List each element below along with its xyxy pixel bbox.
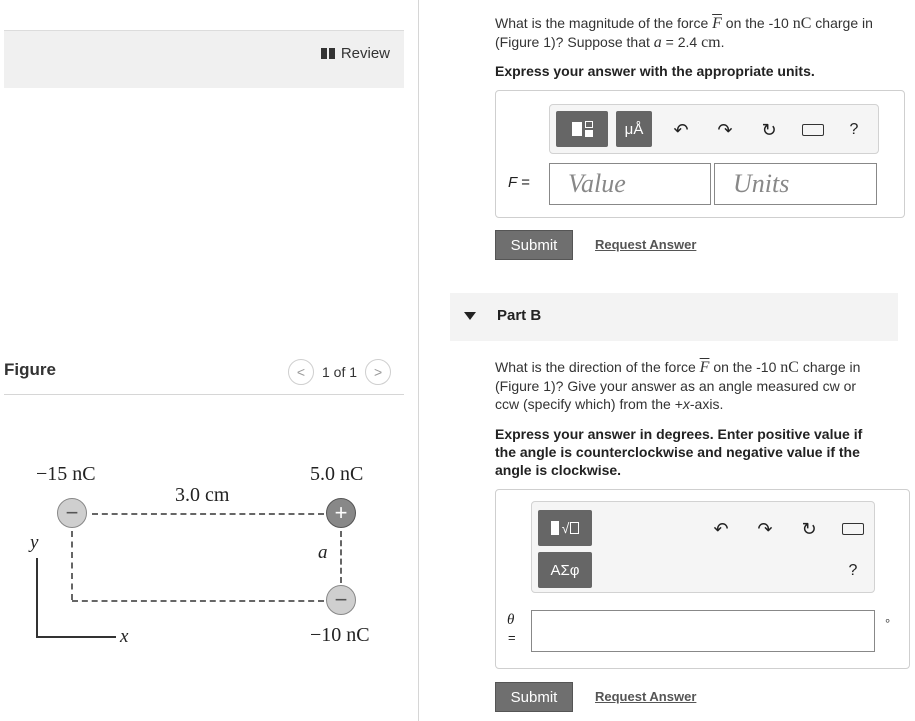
help-icon[interactable]: ? bbox=[848, 562, 858, 579]
pager-count: 1 of 1 bbox=[322, 364, 358, 380]
figure-rule bbox=[4, 394, 404, 395]
force-input-label: F = bbox=[508, 174, 530, 191]
x-axis-label: x bbox=[120, 626, 129, 647]
charge-label-top-right: 5.0 nC bbox=[310, 463, 364, 485]
force-vector-symbol: $\overline{F}$ bbox=[699, 359, 710, 376]
part-b-title: Part B bbox=[497, 307, 542, 324]
part-b-toolbar bbox=[531, 501, 875, 593]
negative-charge-top-left bbox=[57, 498, 87, 528]
minus-sign: − bbox=[65, 500, 79, 525]
undo-icon[interactable]: ↶ bbox=[673, 119, 689, 140]
reset-icon[interactable]: ↻ bbox=[801, 518, 817, 539]
book-icon bbox=[321, 48, 335, 59]
redo-icon[interactable]: ↷ bbox=[717, 119, 733, 140]
figure-heading: Figure bbox=[4, 360, 56, 379]
keyboard-icon[interactable] bbox=[798, 117, 828, 143]
charge-label-top-left: −15 nC bbox=[36, 463, 96, 485]
reset-icon[interactable]: ↻ bbox=[761, 119, 777, 140]
units-input[interactable]: Units bbox=[714, 163, 877, 205]
dashed-line-bottom bbox=[72, 600, 324, 602]
next-figure-button[interactable]: > bbox=[365, 359, 391, 385]
prev-figure-button[interactable]: < bbox=[288, 359, 314, 385]
part-a-question: What is the magnitude of the force $\overline{F}$ on the -10 nC charge in (Figure 1)? Suppose that a = 2.4 cm. bbox=[495, 15, 873, 51]
theta-equals: = bbox=[508, 630, 516, 645]
positive-charge-top-right bbox=[326, 498, 356, 528]
part-b-question: What is the direction of the force $\overline{F}$ on the -10 nC charge in (Figure 1)? Give your answer as an angle measured cw or ccw (specify which) from the +x-axis. bbox=[495, 359, 861, 412]
minus-sign: − bbox=[334, 587, 348, 612]
dashed-line-left bbox=[71, 531, 73, 600]
distance-label: 3.0 cm bbox=[175, 484, 230, 506]
part-a-request-answer-link[interactable]: Request Answer bbox=[595, 237, 697, 252]
degree-unit: ° bbox=[885, 616, 891, 631]
template-button[interactable] bbox=[556, 111, 608, 147]
figure-pager bbox=[288, 359, 391, 385]
part-b-submit-button[interactable]: Submit bbox=[495, 682, 573, 712]
keyboard-icon[interactable] bbox=[838, 516, 868, 542]
collapse-triangle-icon[interactable] bbox=[464, 312, 476, 320]
help-icon[interactable]: ? bbox=[849, 121, 859, 138]
side-a-label: a bbox=[318, 542, 328, 563]
part-b-header[interactable] bbox=[450, 293, 898, 341]
panel-divider bbox=[418, 0, 419, 721]
theta-label: θ bbox=[507, 612, 515, 628]
part-b-request-answer-link[interactable]: Request Answer bbox=[595, 689, 697, 704]
part-a-instruction: Express your answer with the appropriate units. bbox=[495, 63, 815, 79]
part-a-toolbar bbox=[549, 104, 879, 154]
redo-icon[interactable]: ↷ bbox=[757, 518, 773, 539]
value-input[interactable]: Value bbox=[549, 163, 711, 205]
templates-button[interactable]: √ bbox=[538, 510, 592, 546]
charge-label-bottom-right: −10 nC bbox=[310, 624, 370, 646]
dashed-line-top bbox=[92, 513, 324, 515]
angle-input[interactable] bbox=[531, 610, 875, 652]
part-a-submit-button[interactable]: Submit bbox=[495, 230, 573, 260]
units-button[interactable]: μÅ bbox=[616, 111, 652, 147]
part-b-instruction: Express your answer in degrees. Enter positive value if the angle is counterclockwise and negative value if the angle is clockwise. bbox=[495, 426, 863, 478]
dashed-line-right bbox=[340, 531, 342, 583]
negative-charge-bottom-right bbox=[326, 585, 356, 615]
x-axis-line bbox=[36, 636, 116, 638]
undo-icon[interactable]: ↶ bbox=[713, 518, 729, 539]
review-label: Review bbox=[340, 45, 390, 62]
review-bar bbox=[4, 30, 404, 88]
plus-sign: + bbox=[334, 500, 348, 525]
y-axis-label: y bbox=[30, 532, 39, 553]
y-axis-line bbox=[36, 558, 38, 638]
review-link[interactable] bbox=[321, 45, 390, 62]
greek-symbols-button[interactable]: ΑΣφ bbox=[538, 552, 592, 588]
force-vector-symbol: $\overline{F}$ bbox=[712, 15, 722, 32]
